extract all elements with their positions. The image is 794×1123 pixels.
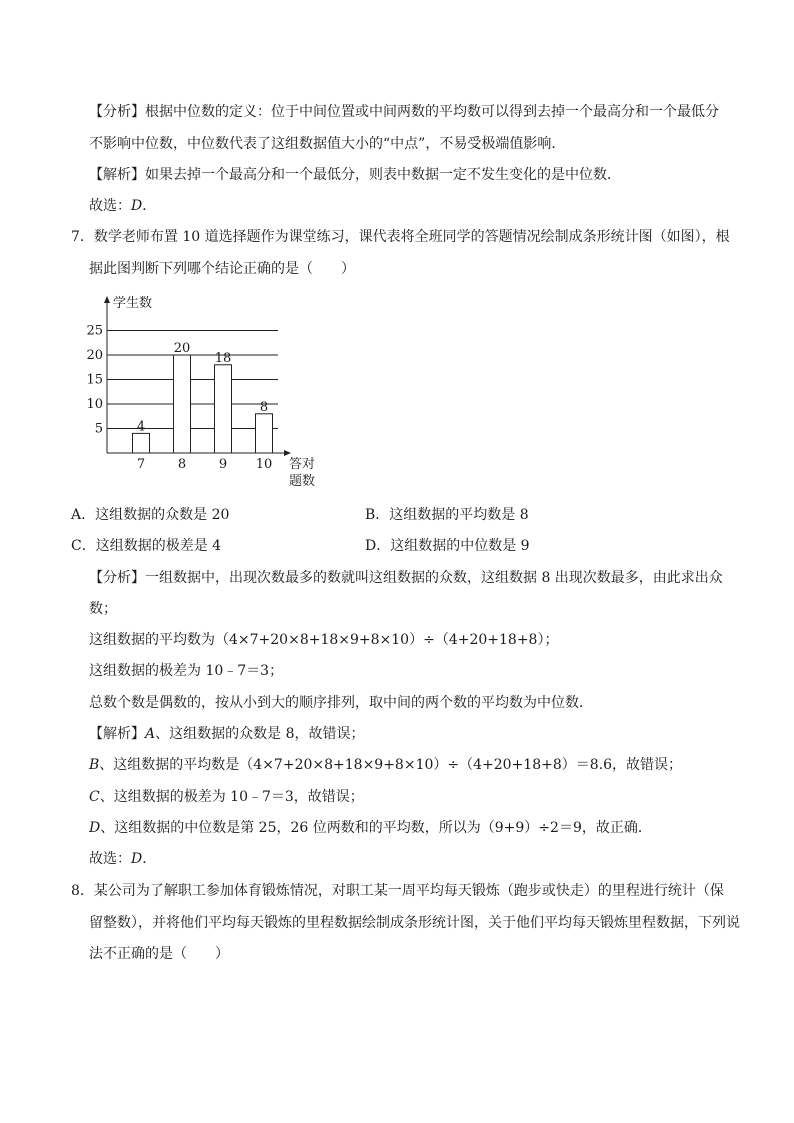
bar-9: [215, 365, 232, 453]
y-axis-label: 学生数: [113, 296, 153, 311]
data-label-7: 4: [136, 419, 146, 435]
option-d[interactable]: D．这组数据的中位数是 9: [365, 538, 530, 554]
bar-chart: [85, 293, 345, 493]
x-axis-label-line-2: 题数: [289, 474, 316, 489]
q7-analysis-line-5: 总数个数是偶数的，按从小到大的顺序排列，取中间的两个数的平均数为中位数．: [89, 695, 593, 711]
y-tick-label-15: 15: [86, 372, 103, 388]
data-label-10: 8: [259, 399, 269, 415]
x-tick-label-8: 8: [177, 457, 187, 472]
bar-7: [133, 433, 150, 453]
bar-8: [174, 355, 191, 453]
x-axis-arrow: [284, 450, 291, 456]
q6-solution: 【解析】如果去掉一个最高分和一个最低分，则表中数据一定不发生变化的是中位数．: [89, 167, 621, 183]
q6-answer: 故选：D．: [89, 198, 157, 214]
question-number: 8．: [71, 883, 94, 899]
q8-stem-line-2: 留整数），并将他们平均每天锻炼的里程数据绘制成条形统计图，关于他们平均每天锻炼里程数据，下列说: [89, 915, 740, 931]
analysis-tag: 【分析】: [89, 104, 145, 120]
option-b[interactable]: B．这组数据的平均数是 8: [365, 507, 529, 523]
q7-answer: 故选：D．: [89, 851, 157, 867]
q7-analysis-line-2: 数；: [89, 601, 117, 617]
y-tick-label-20: 20: [86, 348, 103, 363]
q7-analysis-line-1: 【分析】一组数据中，出现次数最多的数就叫这组数据的众数，这组数据 8 出现次数最多，由此求出众: [89, 570, 723, 586]
q7-stem-line-1: 7．数学老师布置 10 道选择题作为课堂练习，课代表将全班同学的答题情况绘制成条形统计图（如图），根: [71, 229, 730, 245]
x-tick-label-7: 7: [136, 457, 146, 472]
q7-solution-d: D、这组数据的中位数是第 25，26 位两数和的平均数，所以为（9+9）÷2＝9，故正确．: [89, 820, 652, 836]
x-tick-label-10: 10: [255, 457, 273, 472]
analysis-tag: 【分析】: [89, 570, 145, 586]
x-axis-label-line-1: 答对: [289, 457, 316, 472]
solution-tag: 【解析】: [89, 167, 145, 183]
question-number: 7．: [71, 229, 94, 245]
q6-analysis-line-2: 不影响中位数，中位数代表了这组数据值大小的“中点”，不易受极端值影响．: [89, 136, 566, 152]
x-tick-label-9: 9: [218, 457, 228, 472]
q7-solution-b: B、这组数据的平均数是（4×7+20×8+18×9+8×10）÷（4+20+18+8）＝8.6，故错误；: [89, 757, 683, 773]
q7-solution-c: C、这组数据的极差为 10﹣7＝3，故错误；: [89, 789, 364, 805]
option-a[interactable]: A．这组数据的众数是 20: [71, 507, 230, 523]
y-tick-label-5: 5: [94, 421, 103, 437]
q8-stem-line-3: 法不正确的是（ ）: [89, 946, 229, 962]
option-c[interactable]: C．这组数据的极差是 4: [71, 538, 222, 554]
q7-stem-line-2: 据此图判断下列哪个结论正确的是（ ）: [89, 261, 355, 277]
solution-tag: 【解析】: [89, 726, 145, 742]
y-axis-arrow: [104, 296, 110, 303]
y-tick-label-10: 10: [86, 397, 103, 412]
q7-analysis-line-4: 这组数据的极差为 10﹣7＝3；: [89, 663, 284, 679]
q8-stem-line-1: 8．某公司为了解职工参加体育锻炼情况，对职工某一周平均每天锻炼（跑步或快走）的里程进行统计（保: [71, 883, 724, 899]
q6-analysis-line-1: 【分析】根据中位数的定义：位于中间位置或中间两数的平均数可以得到去掉一个最高分和一个最低分: [89, 104, 719, 120]
q7-analysis-line-3: 这组数据的平均数为（4×7+20×8+18×9+8×10）÷（4+20+18+8）；: [89, 632, 559, 648]
q7-solution-a: 【解析】A、这组数据的众数是 8，故错误；: [89, 726, 365, 742]
y-tick-label-25: 25: [86, 323, 103, 339]
data-label-8: 20: [173, 341, 191, 356]
bar-10: [256, 414, 273, 453]
data-label-9: 18: [214, 350, 232, 366]
